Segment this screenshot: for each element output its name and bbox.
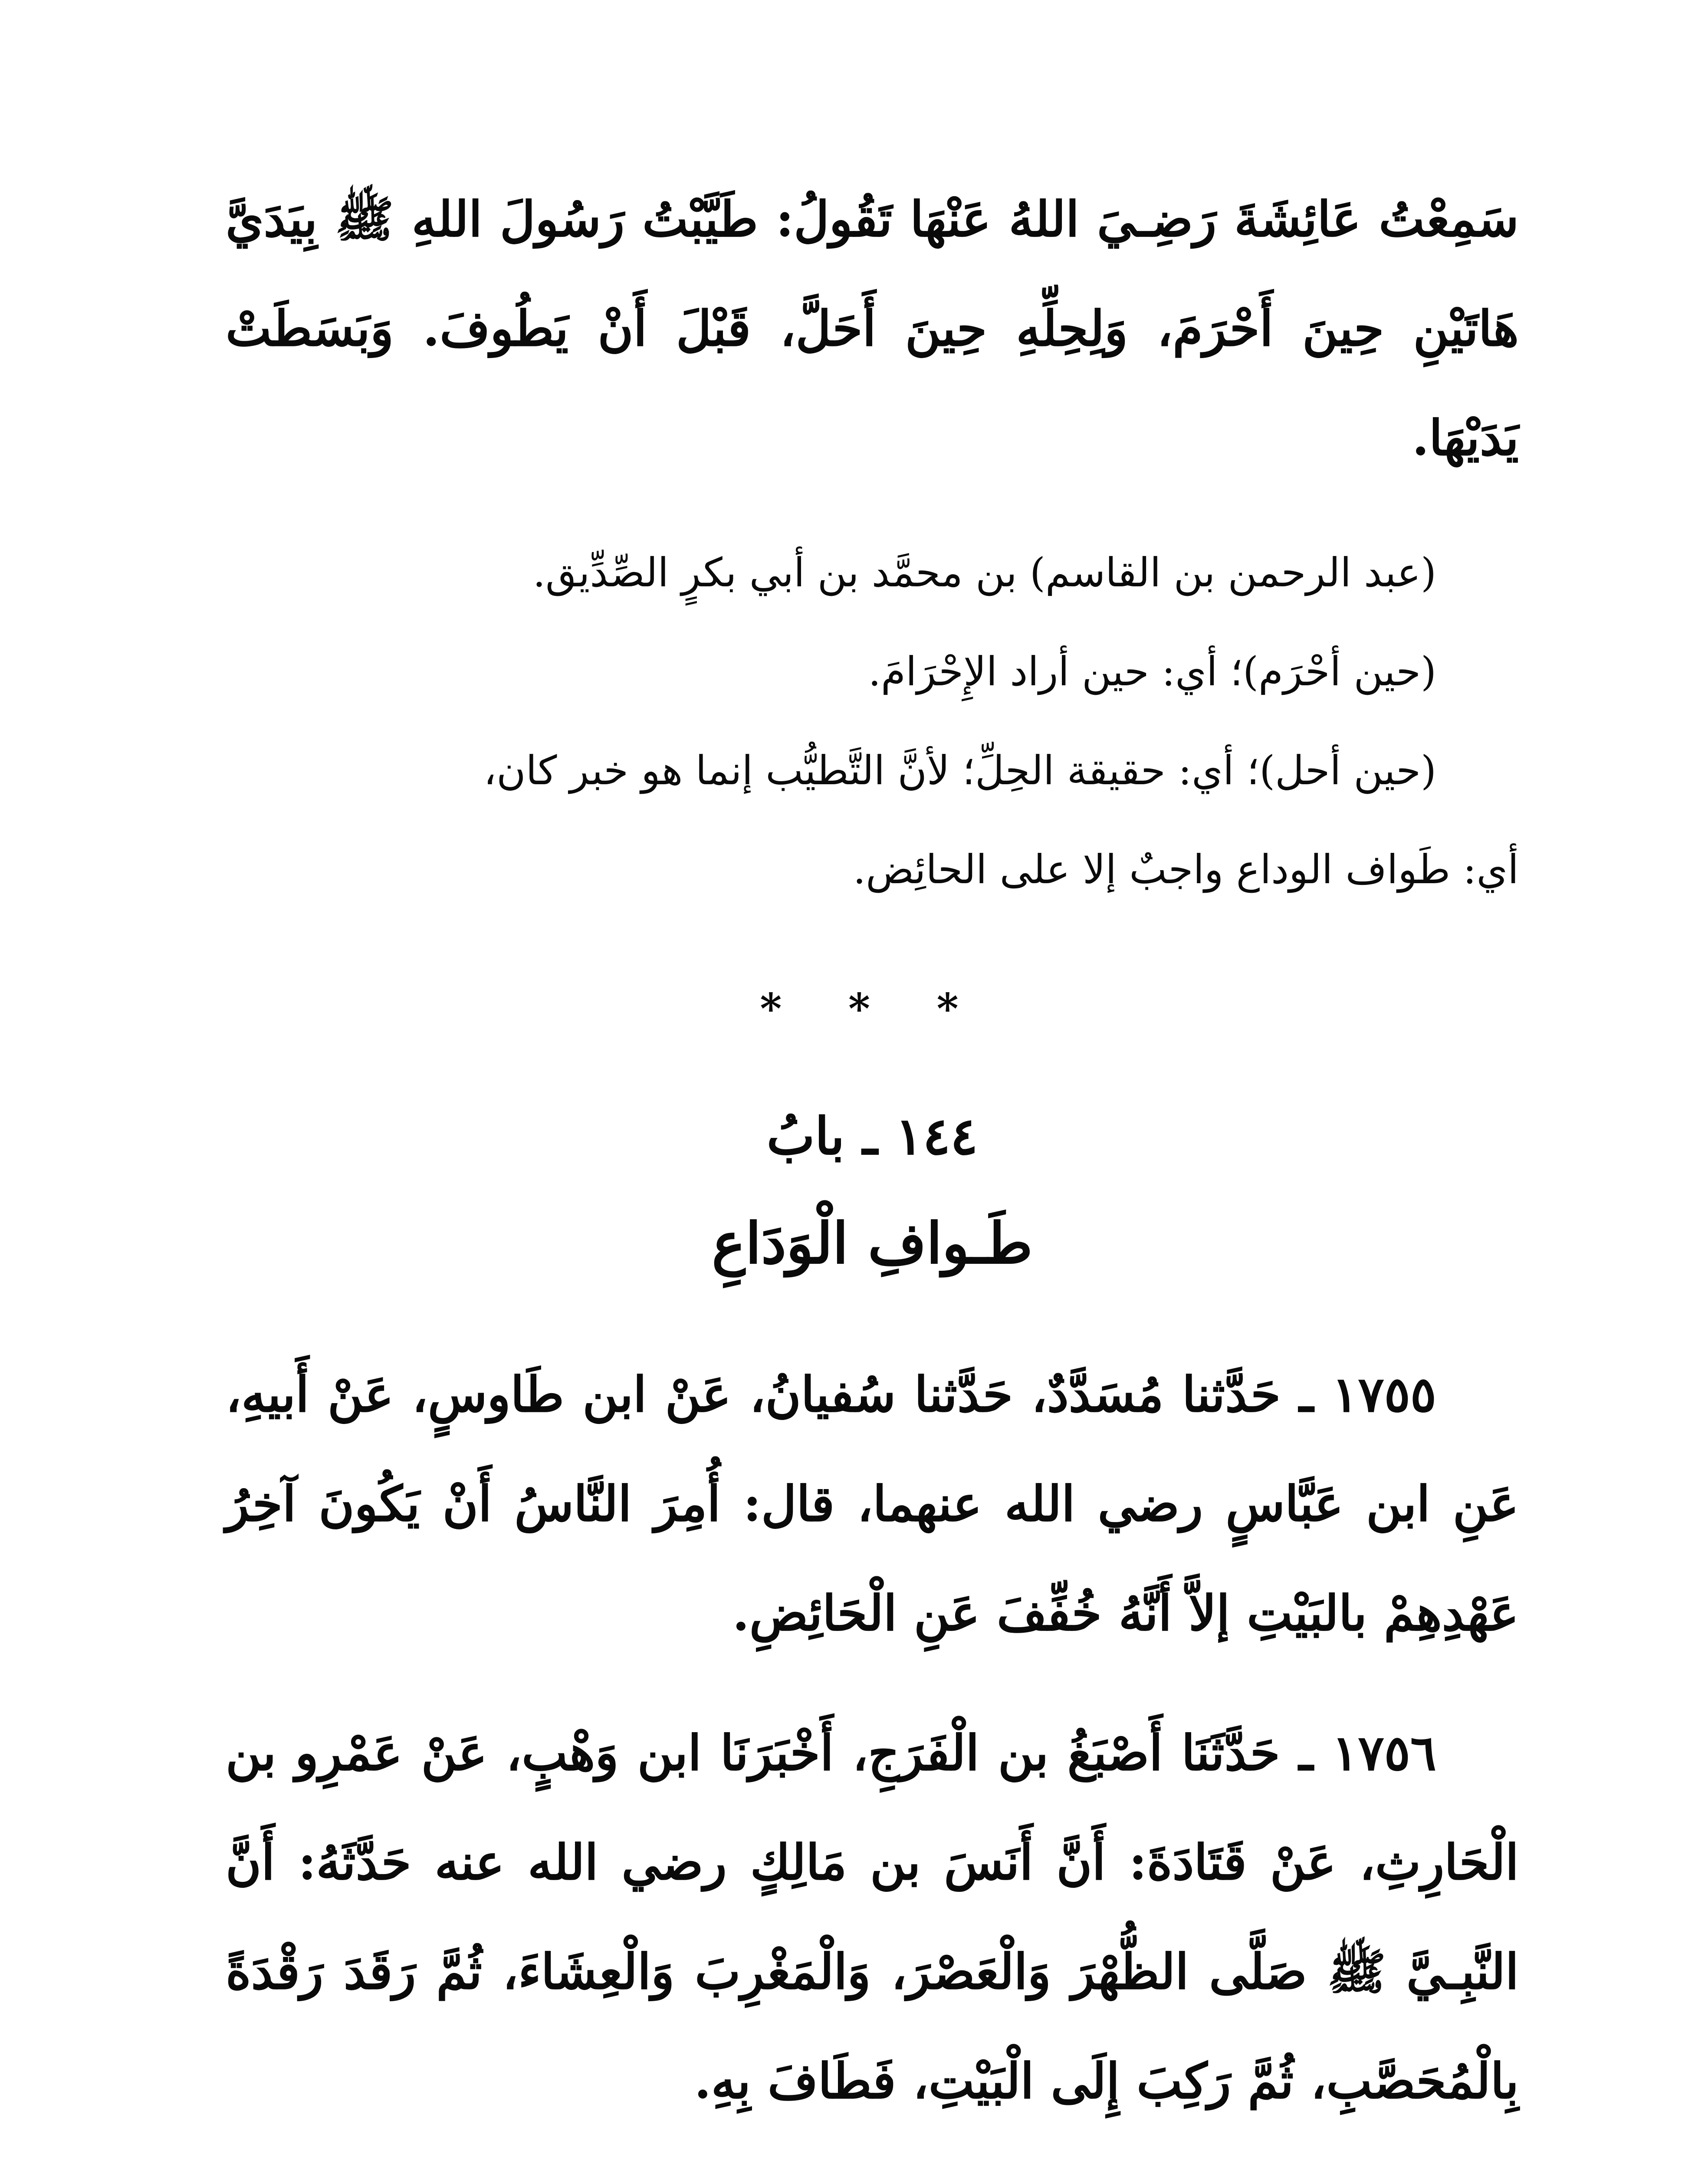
- book-page: [226, 165, 1519, 2170]
- note-line: أي: طَواف الوداع واجبٌ إلا على الحائِض.: [853, 846, 1519, 893]
- chapter-title: طَـوافِ الْوَدَاعِ: [712, 1210, 1033, 1276]
- commentary-notes: [226, 523, 1519, 919]
- chapter-number: ١٤٤ ـ بابُ: [766, 1106, 978, 1166]
- opening-paragraph: سَمِعْتُ عَائِشَةَ رَضِـيَ اللهُ عَنْهَا تَقُولُ: طَيَّبْتُ رَسُولَ اللهِ ﷺ بِيَدَيَّ هَاتَيْنِ حِينَ أَحْرَمَ، وَلِحِلِّهِ حِينَ أَحَلَّ، قَبْلَ أَنْ يَطُوفَ. وَبَسَطَتْ يَدَيْهَا.: [226, 191, 1519, 467]
- note-line: (حين أحل)؛ أي: حقيقة الحِلِّ؛ لأنَّ التَّطيُّب إنما هو خبر كان،: [483, 747, 1436, 794]
- section-separator: * * *: [760, 984, 985, 1033]
- hadith-paragraph: ١٧٥٥ ـ حَدَّثنا مُسَدَّدٌ، حَدَّثنا سُفيانُ، عَنْ ابن طَاوسٍ، عَنْ أَبيهِ، عَنِ ابن عَبَّاسٍ رضي الله عنهما، قال: أُمِرَ النَّاسُ أَنْ يَكُونَ آخِرُ عَهْدِهِمْ بالبَيْتِ إلاَّ أَنَّهُ خُفِّفَ عَنِ الْحَائِضِ.: [226, 1366, 1519, 1642]
- note-line: (عبد الرحمن بن القاسم) بن محمَّد بن أبي بكرٍ الصِّدِّيق.: [532, 549, 1436, 596]
- follow-up-paragraph: [226, 2145, 1519, 2170]
- note-line: (حين أحْرَم)؛ أي: حين أراد الإِحْرَامَ.: [868, 648, 1436, 695]
- hadith-paragraph: ١٧٥٦ ـ حَدَّثَنَا أَصْبَغُ بن الْفَرَجِ، أَخْبَرَنَا ابن وَهْبٍ، عَنْ عَمْرِو بن الْحَارِثِ، عَنْ قَتَادَةَ: أَنَّ أَنَسَ بن مَالِكٍ رضي الله عنه حَدَّثَهُ: أَنَّ النَّبِـيَّ ﷺ صَلَّى الظُّهْرَ وَالْعَصْرَ، وَالْمَغْرِبَ وَالْعِشَاءَ، ثُمَّ رَقَدَ رَقْدَةً بِالْمُحَصَّبِ، ثُمَّ رَكِبَ إِلَى الْبَيْتِ، فَطَافَ بِهِ.: [226, 1725, 1519, 2110]
